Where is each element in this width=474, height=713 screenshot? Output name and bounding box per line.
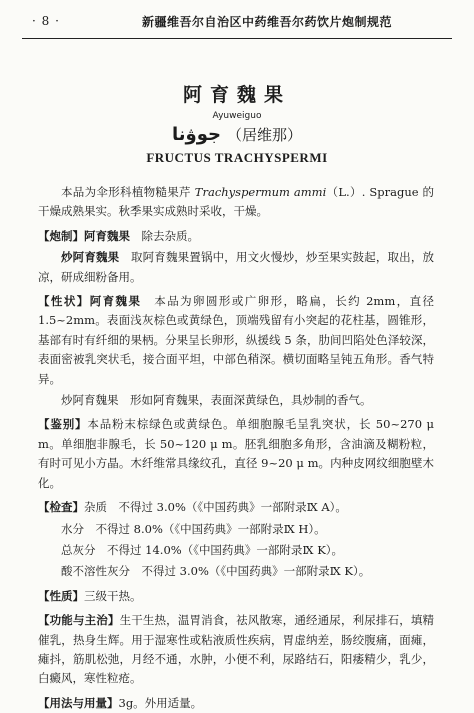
impurity-text: 不得过 3.0%（《中国药典》一部附录Ⅸ A）。 [107, 500, 347, 515]
processing-section [38, 227, 434, 246]
total-ash-label: 总灰分 [61, 542, 96, 557]
intro-text-1: 本品为伞形科植物糙果芹 [61, 185, 195, 199]
nature-section [38, 587, 434, 606]
processing-item1-name: 阿育魏果 [84, 228, 130, 243]
impurity-label: 杂质 [84, 500, 107, 515]
monograph-body [38, 183, 434, 713]
properties-item1-text: 本品为卵圆形或广卵形，略扁，长约 2mm，直径 1.5~2mm。表面浅灰棕色或黄绿色，顶端残留有小突起的花柱基，圆锥形，基部有时有纤细的果柄。分果呈长卵形，纵援线 5 条，肋间凹陷处色泽较深，表面密被乳突状毛，接合面平坦，中部色稍深。横切面略呈钝五角形。香气特异。 [38, 294, 435, 386]
total-ash-check [38, 541, 434, 560]
identification-section [38, 415, 434, 493]
properties-item2-text: 形如阿育魏果，表面深黄绿色，具炒制的香气。 [118, 393, 372, 408]
species-name: Trachyspermum ammi [194, 185, 327, 199]
properties-label: 【性状】 [38, 294, 90, 309]
page-number: · 8 · [32, 14, 60, 28]
acid-insoluble-ash-label: 酸不溶性灰分 [61, 564, 130, 579]
properties-item1-name: 阿育魏果 [89, 294, 142, 309]
acid-insoluble-ash-text: 不得过 3.0%（《中国药典》一部附录Ⅸ K）。 [130, 564, 371, 579]
processing-label: 【炮制】 [38, 228, 84, 243]
water-label: 水分 [61, 521, 84, 536]
usage-section [38, 694, 434, 713]
processing-item2-name: 炒阿育魏果 [61, 250, 120, 265]
monograph-title: 阿育魏果 [182, 84, 291, 106]
usage-label: 【用法与用量】 [38, 695, 119, 710]
processing-item1-text: 除去杂质。 [130, 228, 199, 243]
intro-paragraph [38, 183, 434, 222]
nature-label: 【性质】 [38, 588, 84, 603]
uyghur-name-line [0, 124, 474, 145]
properties-item2 [38, 391, 434, 410]
acid-insoluble-ash-check [38, 562, 434, 581]
examination-label: 【检查】 [38, 500, 84, 515]
identification-text: 本品粉末棕绿色或黄绿色。单细胞腺毛呈乳突状，长 50~270 μ m。单细胞非腺毛，长 50~120 μ m。胚乳细胞多角形，含油滴及糊粉粒，有时可见小方晶。木纤维常具缘纹孔，直径 9~20 μ m。内种皮网纹细胞壁木化。 [38, 417, 434, 490]
processing-item2 [38, 248, 434, 287]
water-check [38, 520, 434, 539]
nature-text: 三级干热。 [84, 588, 142, 603]
total-ash-text: 不得过 14.0%（《中国药典》一部附录Ⅸ K）。 [95, 542, 344, 557]
pinyin-name: Ayuweiguo [212, 111, 262, 121]
usage-text: 3g。外用适量。 [118, 695, 203, 710]
processing-item2-text: 取阿育魏果置锅中，用文火慢炒，炒至果实鼓起，取出，放凉，研成细粉备用。 [38, 250, 435, 284]
functions-label: 【功能与主治】 [38, 613, 120, 628]
properties-section [38, 292, 434, 389]
properties-item2-name: 炒阿育魏果 [61, 393, 119, 408]
identification-label: 【鉴别】 [38, 417, 88, 432]
uyghur-transliteration: （居维那） [226, 126, 302, 144]
water-text: 不得过 8.0%（《中国药典》一部附录Ⅸ H）。 [84, 521, 326, 536]
functions-text: 生干生热，温胃消食，祛风散寒，通经通尿，利尿排石，填精催乳，热身生辉。用于湿寒性或粘液质性疾病，胃虚纳差，肠绞腹痛，面瘫，瘫抖，筋肌松弛，月经不通，水肿，小便不利，尿路结石，阳痿精少，乳少，白癜风，寒性粒疮。 [38, 613, 434, 686]
intro-text-2: （L.）. Sprague 的干燥成熟果实。秋季果实成熟时采收，干燥。 [38, 185, 434, 219]
latin-name: FRUCTUS TRACHYSPERMI [146, 150, 328, 165]
uyghur-name: جوۋنا [172, 124, 221, 145]
header-rule [22, 38, 452, 39]
running-header-title: 新疆维吾尔自治区中药维吾尔药饮片炮制规范 [142, 15, 393, 29]
functions-section [38, 611, 434, 689]
examination-section [38, 498, 434, 517]
